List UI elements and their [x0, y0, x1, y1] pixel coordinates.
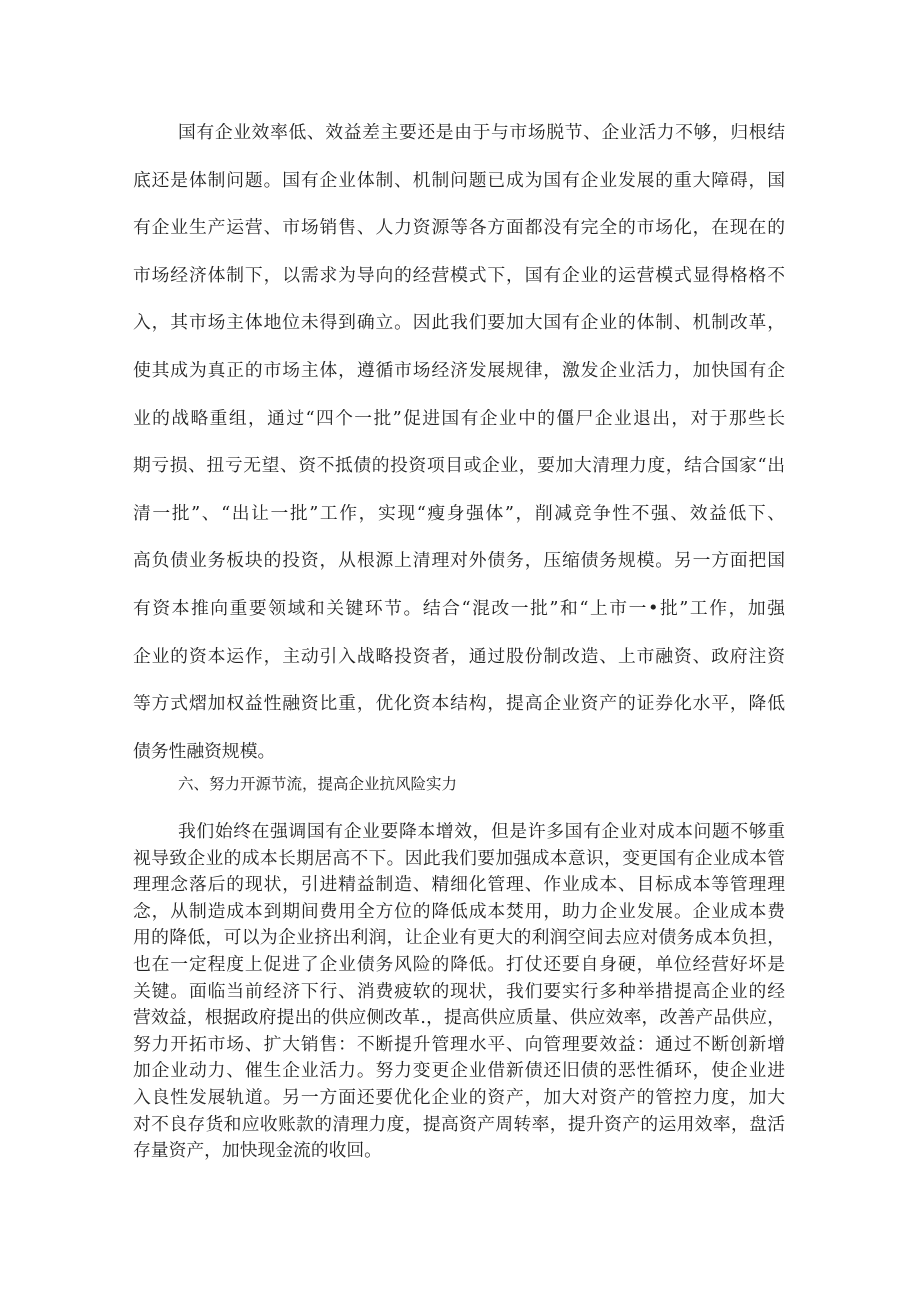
paragraph-line: 视导致企业的成本长期居高不下。因此我们要加强成本意识，变更国有企业成本管	[133, 847, 785, 869]
paragraph-line: 债务性融资规模。	[133, 740, 276, 762]
paragraph-line: 入，其市场主体地位未得到确立。因此我们要加大国有企业的体制、机制改革，	[133, 312, 785, 334]
paragraph-line: 底还是体制问题。国有企业体制、机制问题已成为国有企业发展的重大障碍，国	[133, 169, 785, 191]
section-heading: 六、努力开源节流，提高企业抗风险实力	[178, 775, 458, 793]
paragraph-line: 等方式熠加权益性融资比重，优化资本结构，提高企业资产的证券化水平，降低	[133, 693, 785, 715]
paragraph-2	[133, 819, 785, 1165]
paragraph-line: 营效益，根据政府提出的供应侧改革.，提高供应质量、供应效率，改善产品供应，	[133, 1007, 785, 1029]
paragraph-line: 念，从制造成本到期间费用全方位的降低成本焚用，助力企业发展。企业成本费	[133, 900, 785, 922]
paragraph-line: 也在一定程度上促进了企业债务风险的降低。打仗还要自身硬，单位经营好坏是	[133, 953, 785, 975]
paragraph-line: 业的战略重组，通过“四个一批”促进国有企业中的僵尸企业退出，对于那些长	[133, 407, 785, 429]
paragraph-line: 期亏损、扭亏无望、资不抵债的投资项目或企业，要加大清理力度，结合国家“出	[133, 455, 785, 477]
paragraph-line: 我们始终在强调国有企业要降本增效，但是许多国有企业对成本问题不够重	[178, 821, 785, 842]
paragraph-line: 有资本推向重要领域和关键环节。结合“混改一批”和“上市一•批”工作，加强	[133, 597, 785, 619]
paragraph-line: 企业的资本运作，主动引入战略投资者，通过股份制改造、上市融资、政府注资	[133, 645, 785, 667]
paragraph-line: 清一批”、“出让一批”工作，实现“瘦身强体”，削减竞争性不强、效益低下、	[133, 502, 785, 524]
paragraph-line: 用的降低，可以为企业挤出利润，让企业有更大的利润空间去应对债务成本负担，	[133, 927, 785, 949]
paragraph-line: 理理念落后的现状，引进精益制造、精细化管理、作业成本、目标成本等管理理	[133, 874, 785, 896]
paragraph-line: 有企业生产运营、市场销售、人力资源等各方面都没有完全的市场化，在现在的	[133, 217, 785, 239]
paragraph-line: 关键。面临当前经济下行、消费疲软的现状，我们要实行多种举措提高企业的经	[133, 980, 785, 1002]
paragraph-line: 努力开拓市场、扩大销售：不断提升管理水平、向管理要效益：通过不断创新增	[133, 1033, 785, 1055]
paragraph-line: 加企业动力、催生企业活力。努力变更企业借新债还旧债的恶性循环，使企业进	[133, 1060, 785, 1082]
paragraph-line: 入良性发展轨道。另一方面还要优化企业的资产，加大对资产的管控力度，加大	[133, 1086, 785, 1108]
paragraph-line: 使其成为真正的市场主体，遵循市场经济发展规律，激发企业活力，加快国有企	[133, 359, 785, 381]
paragraph-line: 市场经济体制下，以需求为导向的经营模式下，国有企业的运营模式显得格格不	[133, 264, 785, 286]
paragraph-line: 存量资产，加快现金流的收回。	[133, 1140, 382, 1162]
paragraph-line: 高负债业务板块的投资，从根源上清理对外债务，压缩债务规模。另一方面把国	[133, 550, 785, 572]
paragraph-1	[133, 109, 785, 775]
paragraph-line: 对不良存货和应收账款的清理力度，提高资产周转率，提升资产的运用效率，盘活	[133, 1113, 785, 1135]
paragraph-line: 国有企业效率低、效益差主要还是由于与市场脱节、企业活力不够，归根结	[178, 122, 785, 143]
